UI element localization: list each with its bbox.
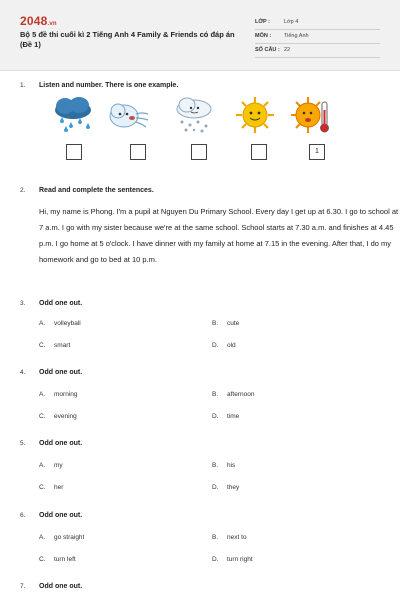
option-letter: A. xyxy=(39,534,46,541)
option-text: time xyxy=(227,413,240,420)
question-text: Odd one out. xyxy=(39,300,83,307)
answer-box-1[interactable] xyxy=(66,144,82,160)
question-number: 1. xyxy=(20,82,26,89)
option-b[interactable] xyxy=(212,462,235,469)
logo-suffix: .vn xyxy=(47,21,57,27)
meta-class-value: Lớp 4 xyxy=(284,19,299,25)
option-letter: A. xyxy=(39,462,46,469)
option-d[interactable] xyxy=(212,484,239,491)
option-letter: B. xyxy=(212,320,219,327)
page-header xyxy=(0,0,400,71)
option-letter: D. xyxy=(212,413,219,420)
option-text: they xyxy=(227,484,240,491)
option-letter: B. xyxy=(212,462,219,469)
option-text: morning xyxy=(54,391,78,398)
snow-cloud-icon xyxy=(172,96,216,134)
meta-count-value: 22 xyxy=(284,47,291,53)
meta-class-row xyxy=(255,17,380,30)
meta-count-label: SỐ CÂU : xyxy=(255,47,280,53)
option-a[interactable] xyxy=(39,320,81,327)
option-letter: D. xyxy=(212,556,219,563)
question-text: Odd one out. xyxy=(39,512,83,519)
meta-class-label: LỚP : xyxy=(255,19,270,25)
option-text: cute xyxy=(227,320,240,327)
question-number: 6. xyxy=(20,512,26,519)
rain-cloud-icon xyxy=(51,96,95,134)
question-2 xyxy=(20,187,399,287)
option-text: my xyxy=(54,462,63,469)
question-4 xyxy=(20,369,380,419)
question-text: Odd one out. xyxy=(39,369,83,376)
meta-count-row xyxy=(255,45,380,58)
question-7 xyxy=(20,583,380,593)
option-letter: A. xyxy=(39,320,46,327)
option-text: turn left xyxy=(54,556,76,563)
meta-subject-value: Tiếng Anh xyxy=(284,33,309,39)
option-letter: D. xyxy=(212,484,219,491)
wind-cloud-icon xyxy=(106,96,150,134)
meta-subject-label: MÔN : xyxy=(255,33,272,39)
option-text: old xyxy=(227,342,236,349)
option-letter: D. xyxy=(212,342,219,349)
question-text: Read and complete the sentences. xyxy=(39,187,154,194)
question-text: Odd one out. xyxy=(39,440,83,447)
question-number: 7. xyxy=(20,583,26,590)
question-6 xyxy=(20,512,380,562)
option-d[interactable] xyxy=(212,342,236,349)
option-d[interactable] xyxy=(212,413,239,420)
option-a[interactable] xyxy=(39,391,77,398)
option-text: afternoon xyxy=(227,391,255,398)
option-b[interactable] xyxy=(212,534,247,541)
answer-box-4[interactable] xyxy=(251,144,267,160)
option-letter: C. xyxy=(39,484,46,491)
option-text: his xyxy=(227,462,236,469)
option-c[interactable] xyxy=(39,484,63,491)
answer-box-5[interactable]: 1 xyxy=(309,144,325,160)
option-c[interactable] xyxy=(39,556,76,563)
option-c[interactable] xyxy=(39,413,77,420)
option-letter: B. xyxy=(212,391,219,398)
question-3 xyxy=(20,300,380,350)
option-letter: C. xyxy=(39,342,46,349)
option-text: turn right xyxy=(227,556,253,563)
option-letter: C. xyxy=(39,413,46,420)
option-a[interactable] xyxy=(39,462,63,469)
meta-subject-row xyxy=(255,31,380,44)
question-number: 2. xyxy=(20,187,26,194)
hot-sun-thermometer-icon xyxy=(290,96,334,134)
site-logo[interactable] xyxy=(20,14,57,28)
option-text: her xyxy=(54,484,64,491)
document-title: Bộ 5 đề thi cuối kì 2 Tiếng Anh 4 Family & Friends có đáp án (Đề 1) xyxy=(20,30,235,49)
option-text: volleyball xyxy=(54,320,81,327)
option-b[interactable] xyxy=(212,320,239,327)
question-text: Listen and number. There is one example. xyxy=(39,82,179,89)
option-letter: B. xyxy=(212,534,219,541)
option-letter: A. xyxy=(39,391,46,398)
option-d[interactable] xyxy=(212,556,253,563)
option-text: next to xyxy=(227,534,247,541)
answer-box-2[interactable] xyxy=(130,144,146,160)
option-text: evening xyxy=(54,413,77,420)
option-letter: C. xyxy=(39,556,46,563)
question-number: 4. xyxy=(20,369,26,376)
question-5 xyxy=(20,440,380,490)
reading-paragraph: Hi, my name is Phong. I'm a pupil at Nguyen Du Primary School. Every day I get up at 6.30. I go to school at 7 a.m. I go with my sister because we're at the same school. School starts at 7.30 a.m. and finishes at 4.45 p.m. I go home at 5 o'clock. I have dinner with my family at home at 7.15 in the evening. After that, I do my homework and go to bed at 10 p.m. xyxy=(39,207,399,264)
question-1 xyxy=(20,82,380,92)
option-text: smart xyxy=(54,342,71,349)
answer-box-3[interactable] xyxy=(191,144,207,160)
option-b[interactable] xyxy=(212,391,254,398)
question-text: Odd one out. xyxy=(39,583,83,590)
option-c[interactable] xyxy=(39,342,70,349)
option-a[interactable] xyxy=(39,534,84,541)
logo-text: 2048 xyxy=(20,14,48,28)
option-text: go straight xyxy=(54,534,85,541)
sun-icon xyxy=(233,96,277,134)
question-number: 3. xyxy=(20,300,26,307)
question-number: 5. xyxy=(20,440,26,447)
